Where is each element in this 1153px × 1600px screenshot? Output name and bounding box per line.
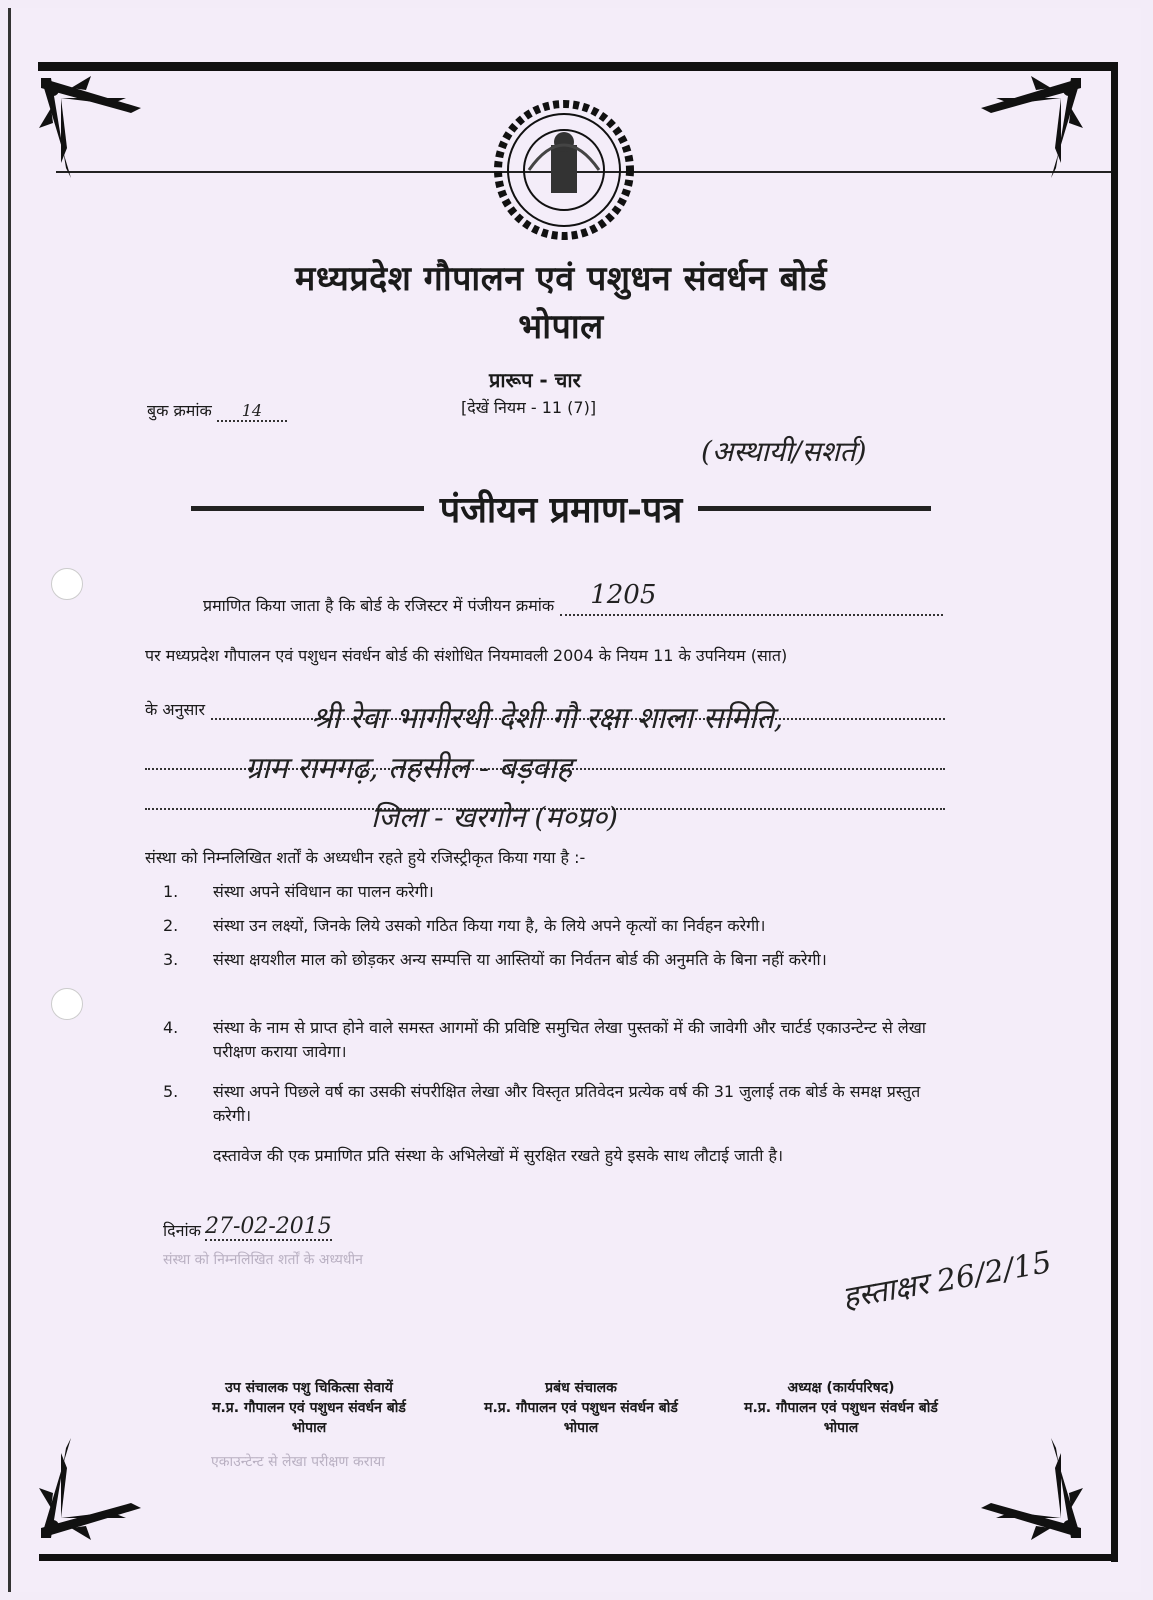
signatory-org: म.प्र. गौपालन एवं पशुधन संवर्धन बोर्ड	[212, 1400, 406, 1416]
signatory-deputy-director	[179, 1378, 439, 1438]
title-rule-right	[698, 506, 931, 511]
handwritten-signature: हस्ताक्षर 26/2/15	[839, 1244, 1055, 1317]
condition-number: 3.	[163, 950, 179, 969]
signatory-org: म.प्र. गौपालन एवं पशुधन संवर्धन बोर्ड	[484, 1400, 678, 1416]
certificate-page	[8, 8, 1141, 1592]
certificate-title-text: पंजीयन प्रमाण-पत्र	[439, 490, 683, 531]
condition-text: संस्था क्षयशील माल को छोड़कर अन्य सम्पत्ति या आस्तियों का निर्वतन बोर्ड की अनुमति के बिना नहीं करेगी।	[213, 950, 827, 969]
signatory-managing-director	[451, 1378, 711, 1438]
title-rule-left	[191, 506, 424, 511]
border-right	[1111, 62, 1118, 1562]
signatory-title: अध्यक्ष (कार्यपरिषद)	[787, 1380, 895, 1396]
registration-line	[203, 580, 943, 616]
signatory-title: उप संचालक पशु चिकित्सा सेवायें	[225, 1380, 393, 1396]
corner-ornament-bottom-right-icon	[971, 1428, 1091, 1548]
according-label: के अनुसार	[145, 700, 205, 719]
date-field	[163, 1214, 332, 1241]
date-value: 27-02-2015	[204, 1214, 332, 1239]
signatory-city: भोपाल	[823, 1420, 859, 1436]
org-handwritten-line-2: ग्राम रामगढ़, तहसील - बड़वाह	[245, 751, 573, 786]
registration-label: प्रमाणित किया जाता है कि बोर्ड के रजिस्टर में पंजीयन क्रमांक	[203, 596, 555, 615]
condition-text: संस्था अपने पिछले वर्ष का उसकी संपरीक्षित लेखा और विस्तृत प्रतिवेदन प्रत्येक वर्ष की 31 जुलाई तक बोर्ड के समक्ष प्रस्तुत करेगी।	[213, 1082, 921, 1125]
corner-ornament-bottom-left-icon	[31, 1428, 151, 1548]
punch-hole	[51, 568, 83, 600]
corner-ornament-top-right-icon	[971, 68, 1091, 188]
form-name: प्रारूप - चार	[489, 368, 581, 392]
condition-number: 5.	[163, 1082, 179, 1101]
condition-number: 1.	[163, 882, 179, 901]
bleed-through-text: एकाउन्टेन्ट से लेखा परीक्षण कराया	[211, 1454, 385, 1470]
signatory-city: भोपाल	[291, 1420, 327, 1436]
registration-number-field	[560, 580, 943, 616]
signatory-chairman	[711, 1378, 971, 1438]
org-handwritten-line-1: श्री रेवा भागीरथी देशी गौ रक्षा शाला समिति,	[311, 701, 784, 736]
org-handwritten-line-3: जिला - खरगोन (म०प्र०)	[371, 801, 618, 834]
condition-number: 2.	[163, 916, 179, 935]
signatory-org: म.प्र. गौपालन एवं पशुधन संवर्धन बोर्ड	[744, 1400, 938, 1416]
book-number-label: बुक क्रमांक	[147, 401, 212, 420]
closing-note: दस्तावेज की एक प्रमाणित प्रति संस्था के अभिलेखों में सुरक्षित रखते हुये इसके साथ लौटाई जाती है।	[213, 1146, 784, 1165]
punch-hole	[51, 988, 83, 1020]
book-number-field	[147, 399, 287, 422]
conditions-intro: संस्था को निम्नलिखित शर्तों के अध्यधीन रहते हुये रजिस्ट्रीकृत किया गया है :-	[145, 848, 586, 867]
condition-text: संस्था उन लक्ष्यों, जिनके लिये उसको गठित किया गया है, के लिये अपने कृत्यों का निर्वहन करेगी।	[213, 916, 766, 935]
border-top	[38, 62, 1118, 71]
status-handwritten: (अस्थायी/सशर्त)	[701, 435, 867, 468]
border-bottom	[39, 1554, 1118, 1561]
rule-reference: [देखें नियम - 11 (7)]	[461, 398, 597, 417]
condition-text: संस्था के नाम से प्राप्त होने वाले समस्त आगमों की प्रविष्टि समुचित लेखा पुस्तकों में की जावेगी और चार्टर्ड एकाउन्टेन्ट से लेखा परीक्षण कराया जावेगा।	[213, 1018, 926, 1061]
book-number-value: 14	[217, 401, 287, 422]
bleed-through-text: संस्था को निम्नलिखित शर्तों के अध्यधीन	[163, 1252, 363, 1268]
registration-number: 1205	[590, 580, 657, 610]
org-name-heading: मध्यप्रदेश गौपालन एवं पशुधन संवर्धन बोर्ड	[294, 259, 828, 299]
corner-ornament-top-left-icon	[31, 68, 151, 188]
org-city-heading: भोपाल	[518, 307, 604, 347]
regulation-line: पर मध्यप्रदेश गौपालन एवं पशुधन संवर्धन बोर्ड की संशोधित नियमावली 2004 के नियम 11 के उपनियम (सात)	[145, 646, 788, 665]
signatory-title: प्रबंध संचालक	[545, 1380, 617, 1396]
state-emblem-icon	[489, 100, 639, 240]
certificate-title	[191, 484, 931, 533]
condition-number: 4.	[163, 1018, 179, 1037]
signatory-city: भोपाल	[563, 1420, 599, 1436]
condition-text: संस्था अपने संविधान का पालन करेगी।	[213, 882, 434, 901]
date-label: दिनांक	[163, 1221, 201, 1240]
